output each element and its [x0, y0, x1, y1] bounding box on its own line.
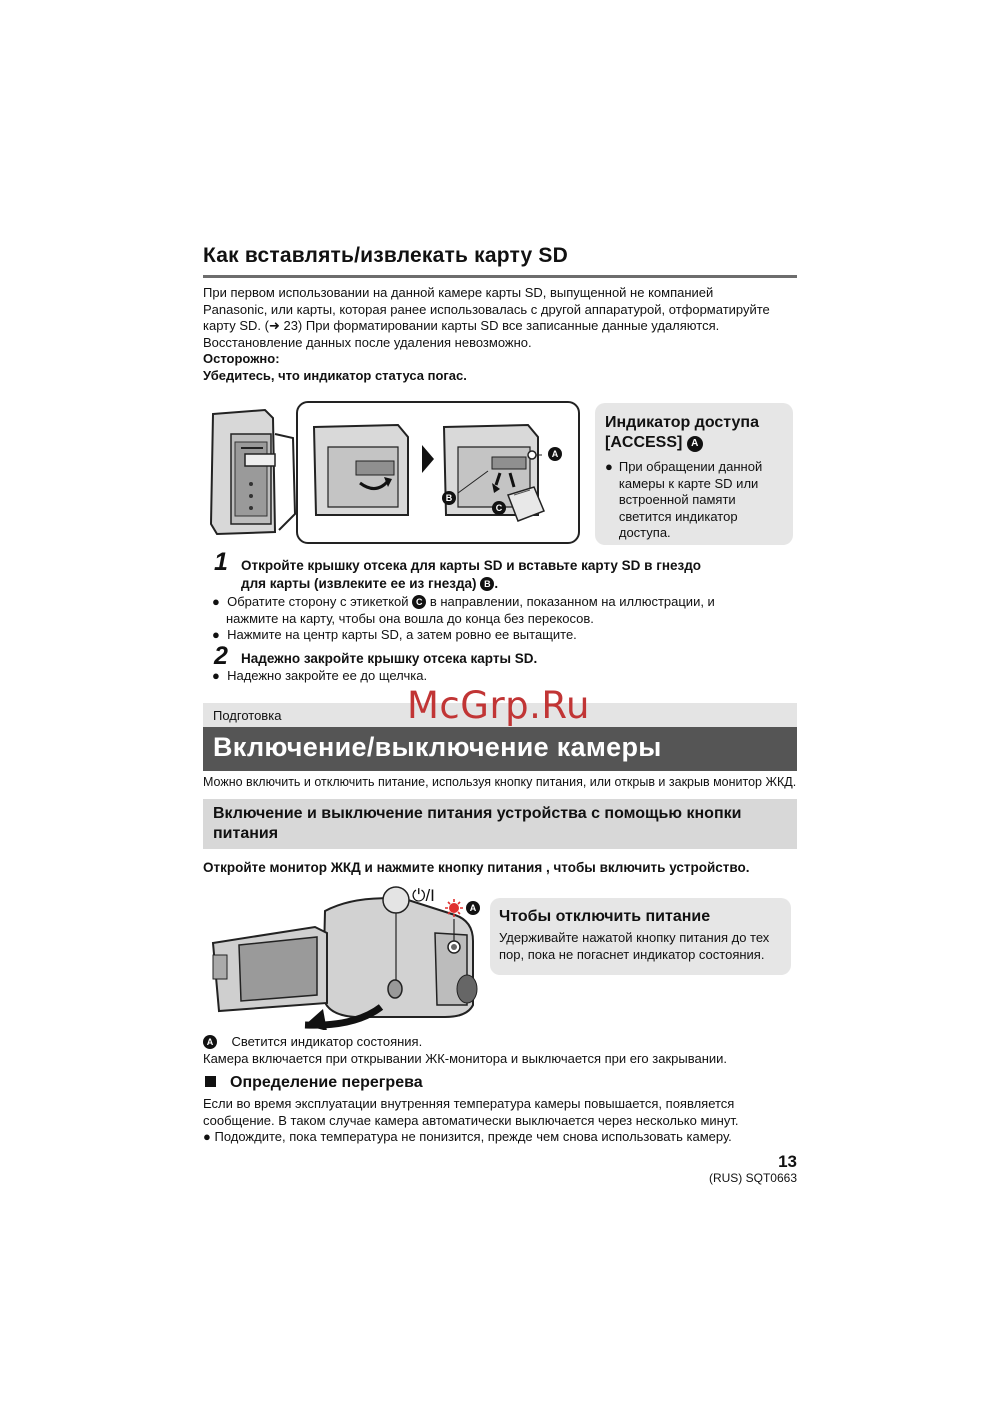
step-1-line1: Откройте крышку отсека для карты SD и вставьте карту SD в гнездо [241, 558, 702, 573]
turn-off-title: Чтобы отключить питание [499, 908, 711, 925]
step-1-line2: для карты (извлеките ее из гнезда) [241, 576, 477, 591]
access-line: При обращении данной [618, 459, 763, 474]
doc-code: (RUS) SQT0663 [708, 1171, 797, 1185]
intro-line: Восстановление данных после удаления невозможно. [203, 334, 532, 350]
marker-a: A [687, 436, 703, 452]
band-label: Подготовка [213, 708, 282, 723]
access-title-line1: Индикатор доступа [605, 414, 759, 431]
caption-text: Светится индикатор состояния. [231, 1034, 423, 1049]
power-symbol: ⏻/I [412, 886, 435, 905]
power-subhead [203, 799, 797, 849]
power-instruction: Откройте монитор ЖКД и нажмите кнопку питания , чтобы включить устройство. [203, 860, 750, 875]
step-1-bullet1: Обратите сторону с этикеткой [227, 594, 409, 609]
overheat-title: Определение перегрева [230, 1074, 423, 1091]
sd-section-title: Как вставлять/извлекать карту SD [203, 244, 568, 267]
turn-off-line: пор, пока не погаснет индикатор состояния. [499, 946, 765, 962]
step-1-number: 1 [214, 548, 228, 576]
step-2-number: 2 [214, 642, 228, 670]
step-1-bullet2: Нажмите на центр карты SD, а затем ровно ее вытащите. [227, 627, 577, 642]
power-intro: Можно включить и отключить питание, используя кнопку питания, или открыв и закрыв монитор ЖКД. [203, 775, 797, 789]
watermark: McGrp.Ru [407, 684, 590, 727]
overheat-line: сообщение. В таком случае камера автоматически выключается через несколько минут. [203, 1112, 739, 1128]
access-indicator-box [595, 403, 793, 545]
power-captions [203, 1034, 803, 1067]
power-title: Включение/выключение камеры [213, 732, 662, 762]
step-1-text: Откройте крышку отсека для карты SD и вставьте карту SD в гнездо для карты (извлеките ее из гнезда) B . [241, 558, 702, 591]
camcorder-illustration [205, 885, 485, 1030]
access-line: доступа. [618, 525, 671, 540]
marker-a: A [203, 1035, 217, 1049]
overheat-heading [205, 1074, 423, 1092]
overheat-bullet: Подождите, пока температура не понизится, прежде чем снова использовать камеру. [214, 1129, 732, 1144]
marker-c: C [492, 501, 506, 515]
step-2-bullet-text: Надежно закройте ее до щелчка. [227, 668, 428, 683]
marker-b: B [442, 491, 456, 505]
turn-off-line: Удерживайте нажатой кнопку питания до тех [499, 930, 770, 945]
sd-card-slot-illustration [298, 403, 578, 542]
intro-line: карту SD. (➜ 23) При форматировании карты SD все записанные данные удаляются. [203, 318, 720, 333]
intro-line: Panasonic, или карты, которая ранее использовалась с другой аппаратурой, отформатируйте [203, 301, 770, 317]
sd-insert-figure [296, 401, 580, 544]
step-2-bullet: ● Надежно закройте ее до щелчка. [212, 668, 428, 683]
power-title-bar [203, 727, 797, 771]
step-1-bullet1-line2: нажмите на карту, чтобы она вошла до конца без перекосов. [226, 610, 594, 626]
access-title-line2: [ACCESS] [605, 434, 683, 451]
overheat-line: Если во время эксплуатации внутренняя температура камеры повышается, появляется [203, 1096, 735, 1111]
turn-off-box [490, 898, 791, 975]
marker-a: A [466, 901, 480, 915]
marker-c: C [412, 595, 426, 609]
square-bullet-icon [205, 1076, 216, 1087]
access-line: камеры к карте SD или [618, 475, 759, 491]
marker-b: B [480, 577, 494, 591]
sd-intro [203, 285, 803, 384]
overheat-body: Если во время эксплуатации внутренняя температура камеры повышается, появляется сообщение. В таком случае камера автоматически выключается через несколько минут. ● Подождите, пока температура не понизится, прежде чем снова использовать камеру. [203, 1096, 803, 1146]
access-bullet: ● При обращении данной камеры к карте SD или встроенной памяти светится индикатор доступа. [605, 459, 763, 540]
step-1-bullets: ● Обратите сторону с этикеткой C в направлении, показанном на иллюстрации, и нажмите на карту, чтобы она вошла до конца без перекосов. ● Нажмите на центр карты SD, а затем ровно ее вытащите. [212, 594, 802, 644]
step-2-text: Надежно закройте крышку отсека карты SD. [241, 651, 538, 666]
step-1-bullet1-post: в направлении, показанном на иллюстрации, и [429, 594, 715, 609]
camera-side-illustration [205, 404, 297, 538]
caution-text: Убедитесь, что индикатор статуса погас. [203, 367, 467, 383]
marker-a: A [548, 447, 562, 461]
access-line: светится индикатор [618, 508, 738, 524]
title-rule [203, 275, 797, 278]
subhead-text: Включение и выключение питания устройства с помощью кнопки питания [213, 805, 742, 842]
power-note: Камера включается при открывании ЖК-монитора и выключается при его закрывании. [203, 1050, 728, 1066]
page-number: 13 [778, 1152, 797, 1171]
caution-label: Осторожно: [203, 351, 280, 366]
access-line: встроенной памяти [618, 492, 736, 507]
intro-line: При первом использовании на данной камере карты SD, выпущенной не компанией [203, 285, 714, 300]
